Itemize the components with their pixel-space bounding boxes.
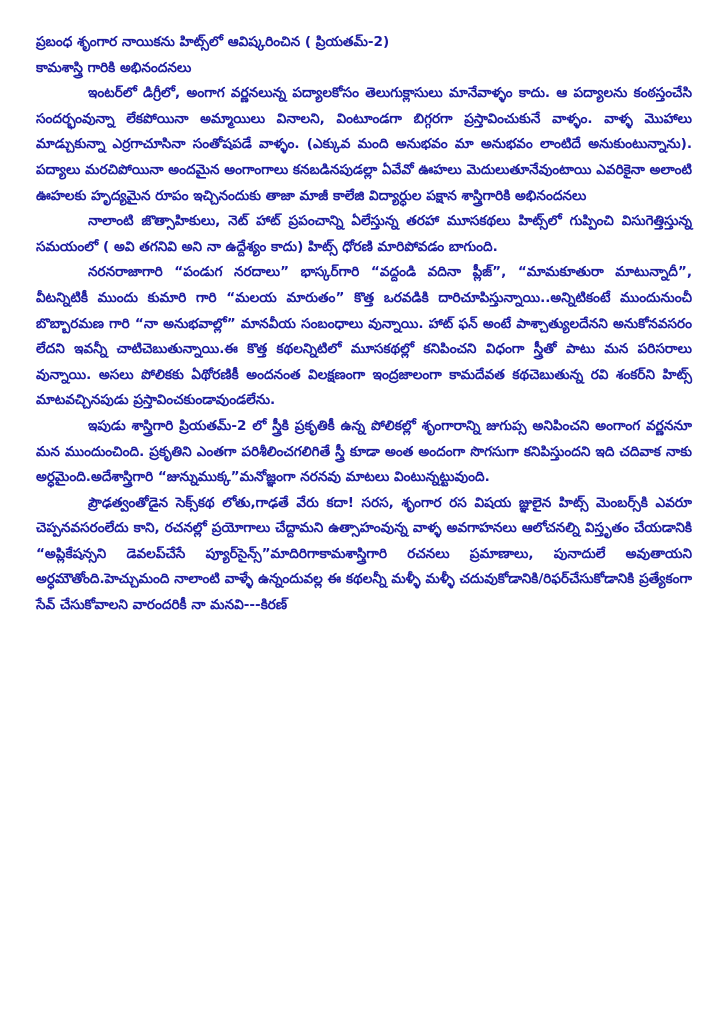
paragraph-5: ప్రౌఢత్వంతోడైన సెక్స్‌కథ లోతు,గాఢతే వేరు కదా! సరస, శృంగార రస విషయ జ్ఞులైన హిట్స్ మెంబర్స్‌కి ఎవరూ చెప్పనవసరంలేదు కాని, రచనల్లో ప్రయోగాలు చేద్దామని ఉత్సాహంవున్న వాళ్ళ అవగాహనలు ఆలోచనల్ని విస్తృతం చేయడానికి “అప్లికేషన్సని డెవలప్‌చేసే ప్యూర్‌సైన్స్”మాదిరిగాకామశాస్త్రిగారి రచనలు ప్రమాణాలు, పునాదులే అవుతాయని అర్ధమౌతోంది.హెచ్చుమంది నాలాంటి వాళ్ళే ఉన్నందువల్ల ఈ కథలన్నీ మళ్ళీ మళ్ళీ చదువుకోడానికి/రిఫర్‌చేసుకోడానికి ప్రత్యేకంగా సేవ్ చేసుకోవాలని వారందరికీ నా మనవి---కిరణ్ bbox=[36, 494, 692, 614]
paragraph-4: ఇపుడు శాస్త్రిగారి ప్రియతమ్-2 లో స్త్రీకి ప్రకృతికీ ఉన్న పోలికల్లో శృంగారాన్ని జుగుప్స అనిపించని అంగాంగ వర్ణననూ మన ముందుంచింది. ప్రకృతిని ఎంతగా పరిశీలించగలిగితే స్త్రీ కూడా అంత అందంగా సొగసుగా కనిపిస్తుందని ఇది చదివాక నాకు అర్ధమైంది.అదేశాస్త్రిగారి “జున్నుముక్క”మనోజ్ఞంగా నరనవు మాటలు వింటున్నట్టువుంది. bbox=[36, 417, 692, 486]
paragraph-2: నాలాంటి జొత్సాహికులు, నెట్ హాట్ ప్రపంచాన్ని ఏలేస్తున్న తరహా మూసకథలు హిట్స్‌లో గుప్పించి విసుగెత్తిస్తున్న సమయంలో ( అవి తగనివి అని నా ఉద్దేశ్యం కాదు) హిట్స్ ధోరణి మారిపోవడం బాగుంది. bbox=[36, 213, 692, 255]
paragraph-3: నరనరాజాగారి “పండుగ నరదాలు” భాస్కర్‌గారి “వద్దండి వదినా ప్లీజ్”, “మామకూతురా మాటున్నాదీ”, వీటన్నిటికీ ముందు కుమారి గారి “మలయ మారుతం” కొత్త ఒరవడికి దారిచూపిస్తున్నాయి..అన్నిటికంటే ముందునుంచీ బొబ్బారమణ గారి “నా అనుభవాల్లో” మానవీయ సంబంధాలు వున్నాయి. హాట్ ఫన్ అంటే పాశ్చాత్యులదేనని అనుకోనవసరం లేదని ఇవన్నీ చాటిచెబుతున్నాయి.ఈ కొత్త కథలన్నిటిలో మూసకథల్లో కనిపించని విధంగా స్త్రీతో పాటు మన పరిసరాలు వున్నాయి. అసలు పోలికకు ఏథోరణికీ అందనంత విలక్షణంగా ఇంద్రజాలంగా కామదేవత కథచెబుతున్న రవి శంకర్‌ని హిట్స్ మాటవచ్చినపుడు ప్రస్తావించకుండావుండలేను. bbox=[36, 264, 692, 409]
document-title: ప్రబంధ శృంగార నాయికను హిట్స్‌లో ఆవిష్కరించిన ( ప్రియతమ్-2) bbox=[36, 34, 390, 50]
document-subtitle: కామశాస్త్రి గారికి అభినందనలు bbox=[36, 59, 192, 76]
document-page bbox=[36, 30, 692, 619]
paragraph-1: ఇంటర్‌లో డిగ్రీలో, అంగాగ వర్ణనలున్న పద్యాలకోసం తెలుగుక్లాసులు మానేవాళ్ళం కాదు. ఆ పద్యాలను కంఠస్తంచేసి సందర్భంవున్నా లేకపోయినా అమ్మాయిలు వినాలని, వింటూండగా బిగ్గరగా ప్రస్తావించుకునే వాళ్ళం. వాళ్ళ మొహాలు మాడ్చుకున్నా ఎర్రగాచూసినా సంతోషపడే వాళ్ళం. (ఎక్కువ మంది అనుభవం మా అనుభవం లాంటిదే అనుకుంటున్నాను). పద్యాలు మరచిపోయినా అందమైన అంగాంగాలు కనబడినపుడల్లా ఏవేవో ఊహలు మెదులుతూనేవుంటాయి ఎవరికైనా అలాంటి ఊహలకు హృద్యమైన రూపం ఇచ్చినందుకు తాజా మాజీ కాలేజి విద్యార్ధుల పక్షాన శాస్త్రిగారికి అభినందనలు bbox=[36, 85, 692, 204]
